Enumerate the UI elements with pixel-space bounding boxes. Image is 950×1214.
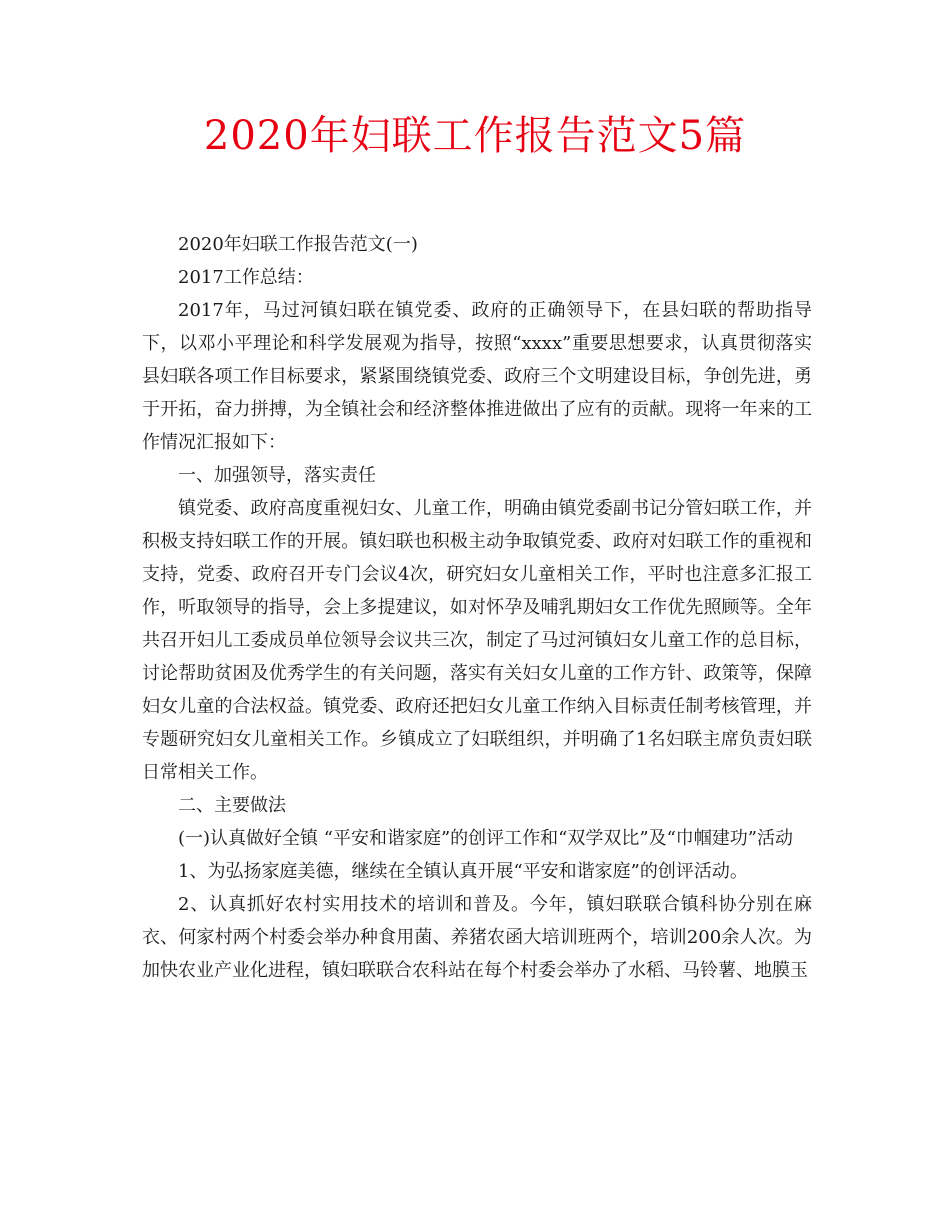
paragraph: 2017年，马过河镇妇联在镇党委、政府的正确领导下，在县妇联的帮助指导下，以邓小平理论和科学发展观为指导，按照“xxxx”重要思想要求，认真贯彻落实县妇联各项工作目标要求，紧紧围绕镇党委、政府三个文明建设目标，争创先进，勇于开拓，奋力拼搏，为全镇社会和经济整体推进做出了应有的贡献。现将一年来的工作情况汇报如下： bbox=[142, 300, 812, 453]
document-body bbox=[142, 228, 812, 987]
document-title: 2020年妇联工作报告范文5篇 bbox=[203, 113, 747, 159]
section-heading: 二、主要做法 bbox=[178, 795, 286, 816]
paragraph: 镇党委、政府高度重视妇女、儿童工作，明确由镇党委副书记分管妇联工作，并积极支持妇联工作的开展。镇妇联也积极主动争取镇党委、政府对妇联工作的重视和支持，党委、政府召开专门会议4次，研究妇女儿童相关工作，平时也注意多汇报工作，听取领导的指导，会上多提建议，如对怀孕及哺乳期妇女工作优先照顾等。全年共召开妇儿工委成员单位领导会议共三次，制定了马过河镇妇女儿童工作的总目标，讨论帮助贫困及优秀学生的有关问题，落实有关妇女儿童的工作方针、政策等，保障妇女儿童的合法权益。镇党委、政府还把妇女儿童工作纳入目标责任制考核管理，并专题研究妇女儿童相关工作。乡镇成立了妇联组织，并明确了1名妇联主席负责妇联日常相关工作。 bbox=[142, 498, 812, 783]
section-heading: 2020年妇联工作报告范文(一) bbox=[178, 234, 418, 255]
section-heading: 一、加强领导，落实责任 bbox=[178, 465, 376, 486]
subheading: (一)认真做好全镇 “平安和谐家庭”的创评工作和“双学双比”及“巾帼建功”活动 bbox=[178, 828, 793, 849]
paragraph: 1、为弘扬家庭美德，继续在全镇认真开展“平安和谐家庭”的创评活动。 bbox=[178, 861, 748, 882]
paragraph: 2、认真抓好农村实用技术的培训和普及。今年，镇妇联联合镇科协分别在麻衣、何家村两个村委会举办种食用菌、养猪农函大培训班两个，培训200余人次。为加快农业产业化进程，镇妇联联合农科站在每个村委会举办了水稻、马铃薯、地膜玉 bbox=[142, 894, 812, 981]
subheading: 2017工作总结： bbox=[178, 267, 314, 288]
